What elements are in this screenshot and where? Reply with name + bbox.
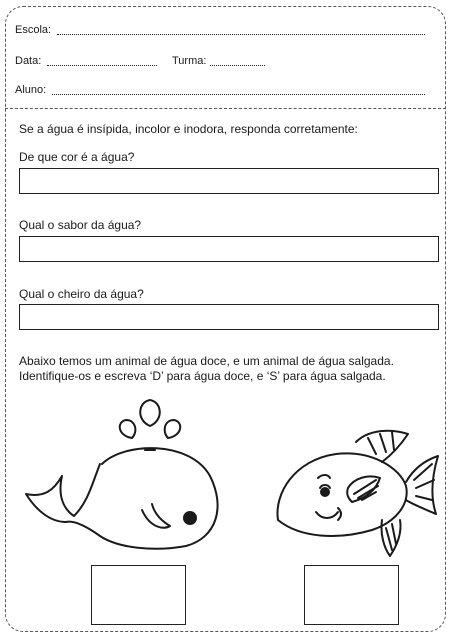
question-3: Qual o cheiro da água?	[19, 287, 144, 301]
school-label: Escola:	[15, 24, 52, 36]
fish-answer-box[interactable]	[304, 565, 399, 625]
question-2: Qual o sabor da água?	[19, 218, 142, 232]
whale-answer-box[interactable]	[91, 565, 186, 625]
answer-box-3[interactable]	[19, 304, 439, 330]
activity-line-2: Identifique-os e escreva ‘D’ para água doce, e ‘S’ para água salgada.	[19, 369, 386, 383]
date-field[interactable]	[47, 65, 157, 66]
answer-box-1[interactable]	[19, 168, 439, 194]
intro-text: Se a água é insípida, incolor e inodora, responda corretamente:	[19, 122, 358, 136]
class-label: Turma:	[172, 55, 207, 67]
answer-box-2[interactable]	[19, 236, 439, 262]
whale-icon	[14, 398, 244, 556]
school-field[interactable]	[57, 34, 425, 35]
fish-icon	[272, 424, 442, 558]
activity-line-1: Abaixo temos um animal de água doce, e um animal de água salgada.	[19, 354, 394, 368]
student-field[interactable]	[52, 94, 425, 95]
class-field[interactable]	[210, 65, 265, 66]
header-divider	[5, 108, 446, 109]
date-label: Data:	[15, 55, 42, 67]
question-1: De que cor é a água?	[19, 150, 135, 164]
student-label: Aluno:	[15, 84, 47, 96]
